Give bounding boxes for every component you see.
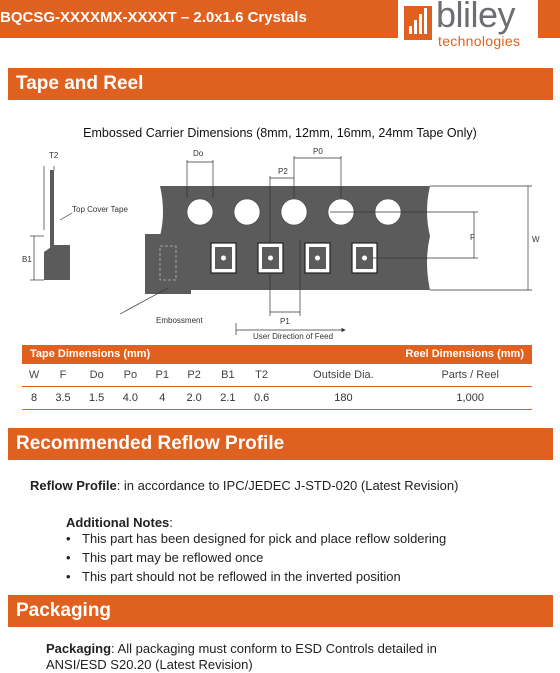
section-heading-packaging: Packaging	[8, 595, 553, 627]
table-cell: 3.5	[46, 387, 80, 410]
reflow-notes-list	[66, 531, 446, 588]
sprocket-hole	[234, 199, 260, 225]
label-embossment: Embossment	[156, 316, 203, 325]
list-item: • This part has been designed for pick and place reflow soldering	[66, 531, 446, 550]
table-cell: 1,000	[408, 387, 532, 410]
column-header: P1	[147, 364, 177, 387]
table-cell: 4	[147, 387, 177, 410]
reflow-profile-value: : in accordance to IPC/JEDEC J-STD-020 (Latest Revision)	[116, 478, 459, 493]
table-cell: 2.1	[211, 387, 245, 410]
dim-label-f: F	[470, 233, 475, 242]
section-heading-tape-reel: Tape and Reel	[8, 68, 553, 100]
dim-label-do: Do	[193, 149, 204, 158]
table-cell: 180	[278, 387, 408, 410]
sprocket-hole	[281, 199, 307, 225]
column-header: Outside Dia.	[278, 364, 408, 387]
tape-dimensions-header: Tape Dimensions (mm)	[22, 345, 278, 364]
table-cell: 0.6	[245, 387, 279, 410]
column-header: W	[22, 364, 46, 387]
table-cell: 2.0	[177, 387, 211, 410]
reflow-profile-text	[30, 478, 458, 493]
dim-label-w: W	[532, 235, 540, 244]
list-item: • This part should not be reflowed in the inverted position	[66, 569, 446, 588]
dim-label-p0: P0	[313, 147, 323, 156]
figure-caption: Embossed Carrier Dimensions (8mm, 12mm, 16mm, 24mm Tape Only)	[83, 126, 477, 140]
packaging-label: Packaging	[46, 641, 112, 656]
component-pocket	[258, 243, 283, 273]
reel-dimensions-header: Reel Dimensions (mm)	[278, 345, 532, 364]
component-pocket	[305, 243, 330, 273]
logo-name: bliley	[436, 0, 516, 35]
column-header: Po	[114, 364, 148, 387]
packaging-text: Packaging: All packaging must conform to ESD Controls detailed in ANSI/ESD S20.20 (Latest Revision)	[46, 641, 437, 672]
column-header: B1	[211, 364, 245, 387]
column-header: F	[46, 364, 80, 387]
dim-label-p2: P2	[278, 167, 288, 176]
tape-side-profile	[30, 166, 72, 280]
dim-label-t2: T2	[49, 151, 59, 160]
additional-notes-heading: Additional Notes:	[66, 515, 173, 530]
dim-label-p1: P1	[280, 317, 290, 326]
table-column-headers	[22, 364, 532, 387]
list-item: • This part may be reflowed once	[66, 550, 446, 569]
section-heading-reflow: Recommended Reflow Profile	[8, 428, 553, 460]
component-pocket	[211, 243, 236, 273]
table-row	[22, 387, 532, 410]
dim-label-b1: B1	[22, 255, 32, 264]
logo-subtitle: technologies	[438, 33, 521, 49]
sprocket-hole	[187, 199, 213, 225]
label-feed-direction: User Direction of Feed	[253, 332, 334, 341]
document-title: BQCSG-XXXXMX-XXXXT – 2.0x1.6 Crystals	[0, 9, 307, 26]
table-cell: 8	[22, 387, 46, 410]
column-header: Do	[80, 364, 114, 387]
additional-notes-label: Additional Notes	[66, 515, 170, 530]
logo-mark-icon	[404, 6, 432, 40]
carrier-tape-diagram	[0, 140, 560, 345]
company-logo	[398, 0, 538, 54]
tape-reel-dimensions-table	[22, 345, 532, 410]
column-header: Parts / Reel	[408, 364, 532, 387]
table-cell: 1.5	[80, 387, 114, 410]
table-cell: 4.0	[114, 387, 148, 410]
column-header: T2	[245, 364, 279, 387]
reflow-profile-label: Reflow Profile	[30, 478, 117, 493]
label-top-cover-tape: Top Cover Tape	[72, 205, 128, 214]
column-header: P2	[177, 364, 211, 387]
